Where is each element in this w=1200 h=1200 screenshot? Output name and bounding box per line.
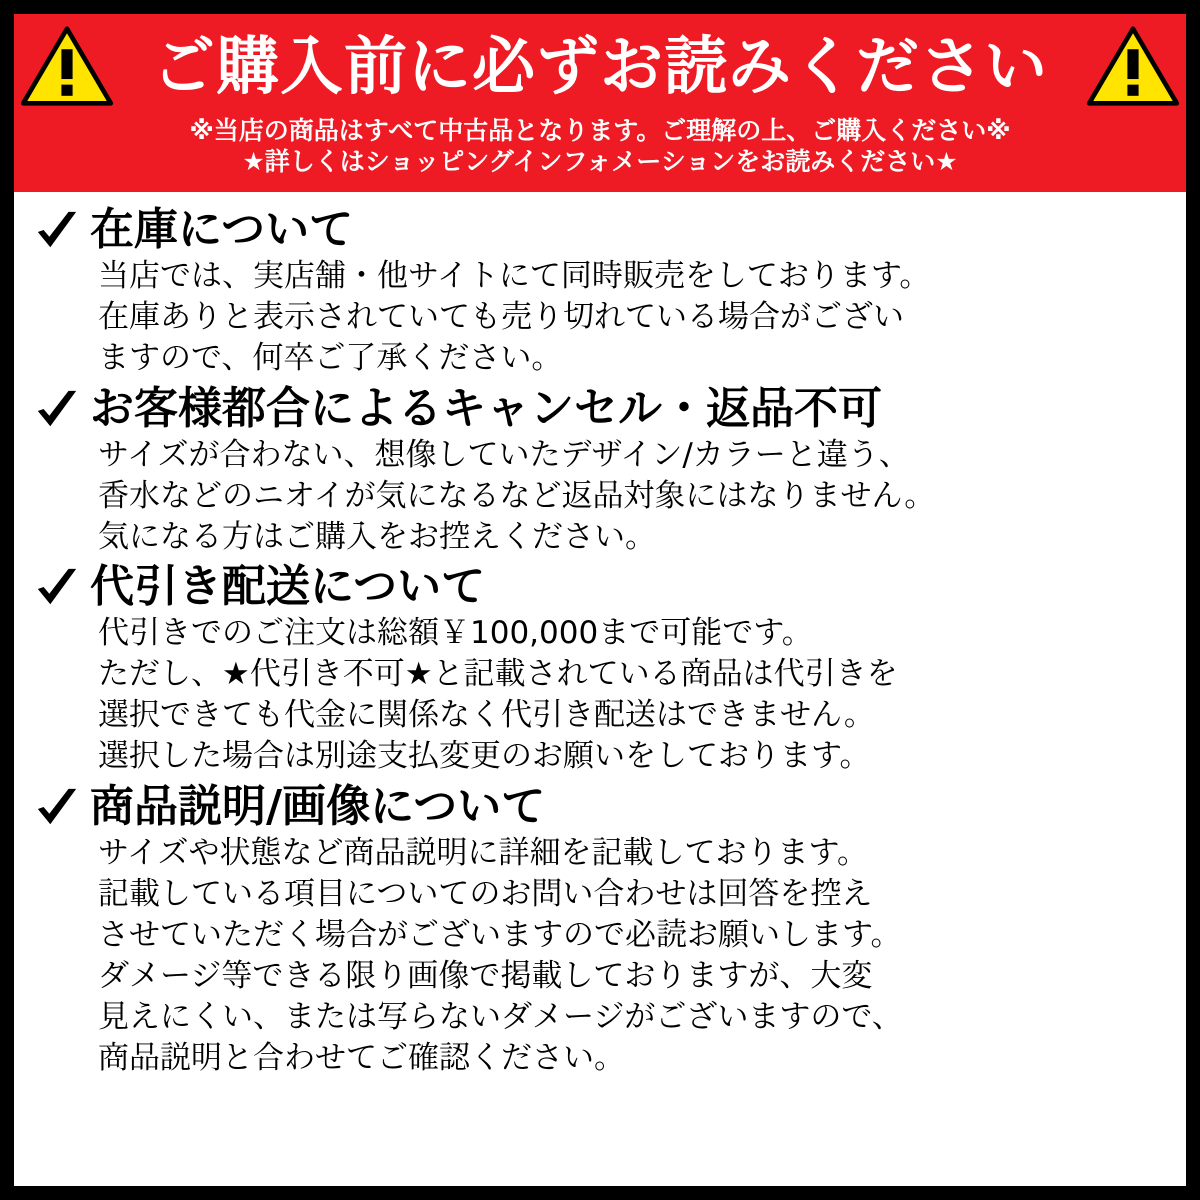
section-title: お客様都合によるキャンセル・返品不可	[90, 382, 882, 434]
section-body	[34, 613, 1166, 777]
section-header	[34, 382, 1166, 434]
section-title: 在庫について	[90, 204, 354, 255]
section-line: させていただく場合がございますので必読お願いします。	[98, 916, 902, 953]
section-line: ますので、何卒ご了承ください。	[98, 339, 563, 376]
header-subtitles	[14, 116, 1186, 177]
section-line: 商品説明と合わせてご確認ください。	[98, 1039, 625, 1076]
section-body	[34, 833, 1166, 1078]
section-product-description	[34, 783, 1166, 1078]
warning-triangle-icon	[1086, 25, 1180, 107]
section-line: ダメージ等できる限り画像で掲載しておりますが、大変	[98, 957, 873, 994]
section-line: 選択できても代金に関係なく代引き配送はできません。	[98, 697, 875, 734]
section-line: 見えにくい、または写らないダメージがございますので、	[98, 998, 903, 1035]
section-line: 当店では、実店舗・他サイトにて同時販売をしております。	[98, 258, 931, 294]
section-line: サイズや状態など商品説明に詳細を記載しております。	[98, 835, 869, 872]
section-line: 記載している項目についてのお問い合わせは回答を控え	[98, 875, 873, 912]
section-line: ただし、★代引き不可★と記載されている商品は代引きを	[98, 656, 898, 693]
section-header	[34, 783, 1166, 831]
check-icon	[34, 387, 80, 433]
section-line: 気になる方はご購入をお控えください。	[98, 518, 656, 555]
page-title: ご購入前に必ずお読みください	[152, 29, 1048, 103]
header-subtitle-2: ★詳しくはショッピングインフォメーションをお読みください★	[242, 146, 958, 176]
section-line: 在庫ありと表示されていても売り切れている場合がござい	[98, 298, 904, 335]
section-body	[34, 256, 1166, 379]
section-line: サイズが合わない、想像していたデザイン/カラーと違う、	[98, 436, 910, 473]
header-subtitle-1: ※当店の商品はすべて中古品となります。ご理解の上、ご購入ください※	[189, 116, 1011, 145]
check-icon	[34, 208, 80, 254]
section-title: 商品説明/画像について	[90, 781, 546, 833]
check-icon	[34, 565, 80, 611]
section-line: 選択した場合は別途支払変更のお願いをしております。	[98, 738, 871, 775]
section-header	[34, 563, 1166, 611]
section-header	[34, 206, 1166, 254]
section-cancellation	[34, 382, 1166, 558]
warning-triangle-icon	[20, 25, 114, 107]
notice-header	[14, 14, 1186, 192]
section-stock	[34, 206, 1166, 379]
section-line: 代引きでのご注文は総額￥100,000まで可能です。	[98, 615, 813, 652]
section-body	[34, 435, 1166, 558]
header-title-row	[14, 14, 1186, 118]
section-line: 香水などのニオイが気になるなど返品対象にはなりません。	[98, 477, 936, 514]
section-cod-delivery	[34, 563, 1166, 777]
check-icon	[34, 785, 80, 831]
notice-body	[14, 192, 1186, 1079]
section-title: 代引き配送について	[90, 561, 486, 613]
